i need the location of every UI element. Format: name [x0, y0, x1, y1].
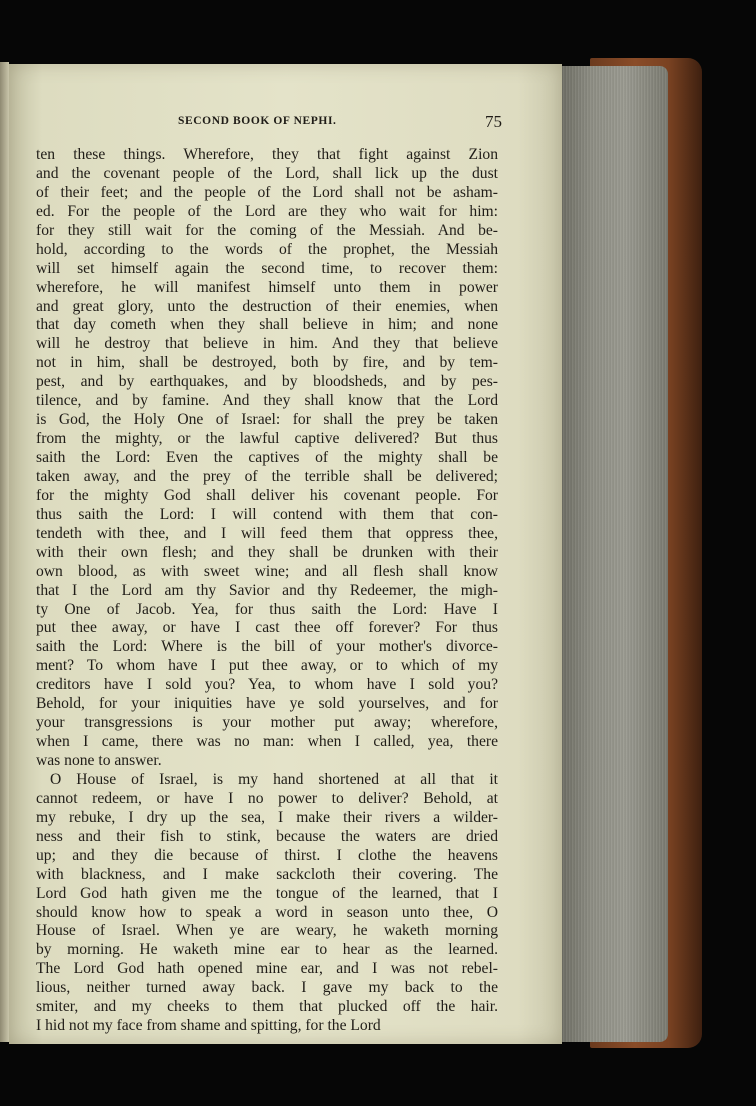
- text-line: lious, neither turned away back. I gave my back to the: [36, 979, 498, 997]
- text-line: O House of Israel, is my hand shortened at all that it: [50, 770, 498, 788]
- running-head: SECOND BOOK OF NEPHI.: [178, 115, 337, 127]
- text-line: and great glory, unto the destruction of their enemies, when: [36, 297, 498, 315]
- text-line: is God, the Holy One of Israel: for shall the prey be taken: [36, 411, 498, 429]
- text-line: creditors have I sold you? Yea, to whom have I sold you?: [36, 676, 498, 694]
- text-line: will set himself again the second time, to recover them:: [36, 259, 498, 277]
- page-number: 75: [485, 112, 502, 131]
- text-line: Lord God hath given me the tongue of the learned, that I: [36, 884, 498, 902]
- text-line: smiter, and my cheeks to them that plucked off the hair.: [36, 998, 498, 1016]
- text-line: saith the Lord: Even the captives of the mighty shall be: [36, 449, 498, 466]
- text-line: by morning. He waketh mine ear to hear as the learned.: [36, 941, 498, 959]
- text-line: The Lord God hath opened mine ear, and I was not rebel-: [36, 960, 498, 978]
- text-line: my rebuke, I dry up the sea, I make their rivers a wilder-: [36, 808, 498, 826]
- previous-page-edge: [0, 62, 9, 1042]
- text-line: saith the Lord: Where is the bill of your mother's divorce-: [36, 638, 498, 656]
- text-line: from the mighty, or the lawful captive delivered? But thus: [36, 430, 498, 448]
- text-line: and the covenant people of the Lord, shall lick up the dust: [36, 164, 498, 182]
- text-line: wherefore, he will manifest himself unto them in power: [36, 278, 498, 296]
- text-line: House of Israel. When ye are weary, he waketh morning: [36, 922, 498, 940]
- text-line: thus saith the Lord: I will contend with them that con-: [36, 505, 498, 523]
- text-line: cannot redeem, or have I no power to deliver? Behold, at: [36, 789, 498, 807]
- text-line: not in him, shall be destroyed, both by fire, and by tem-: [36, 354, 498, 372]
- text-line: ment? To whom have I put thee away, or to which of my: [36, 657, 498, 675]
- text-line: should know how to speak a word in season unto thee, O: [36, 903, 498, 921]
- text-line: for the mighty God shall deliver his covenant people. For: [36, 486, 498, 504]
- text-line: I hid not my face from shame and spitting, for the Lord: [36, 1017, 381, 1035]
- text-line: put thee away, or have I cast thee off forever? For thus: [36, 619, 498, 637]
- text-line: will he destroy that believe in him. And they that believe: [36, 335, 498, 353]
- text-line: pest, and by earthquakes, and by bloodsheds, and by pes-: [36, 373, 498, 391]
- text-line: with blackness, and I make sackcloth their covering. The: [36, 865, 498, 883]
- text-line: ed. For the people of the Lord are they who wait for him:: [36, 202, 498, 220]
- paragraph: [36, 146, 498, 771]
- page-block-edge: [560, 66, 668, 1042]
- paragraph: [36, 771, 498, 1036]
- text-line: Behold, for your iniquities have ye sold yourselves, and for: [36, 695, 498, 713]
- text-line: ty One of Jacob. Yea, for thus saith the Lord: Have I: [36, 600, 498, 618]
- text-line: ness and their fish to stink, because the waters are dried: [36, 827, 498, 845]
- text-line: tilence, and by famine. And they shall know that the Lord: [36, 392, 498, 410]
- text-line: own blood, as with sweet wine; and all flesh shall know: [36, 562, 498, 580]
- text-line: with their own flesh; and they shall be drunken with their: [36, 543, 498, 561]
- text-line: tendeth with thee, and I will feed them that oppress thee,: [36, 524, 498, 542]
- text-line: that I the Lord am thy Savior and thy Redeemer, the migh-: [36, 581, 498, 599]
- text-line: that day cometh when they shall believe in him; and none: [36, 316, 498, 334]
- page-header: [32, 112, 502, 136]
- text-line: of their feet; and the people of the Lord shall not be asham-: [36, 183, 498, 201]
- text-line: up; and they die because of thirst. I clothe the heavens: [36, 846, 498, 864]
- text-line: hold, according to the words of the prophet, the Messiah: [36, 240, 498, 258]
- page-text: [36, 146, 498, 1036]
- text-line: when I came, there was no man: when I called, yea, there: [36, 733, 498, 751]
- text-line: ten these things. Wherefore, they that fight against Zion: [36, 146, 498, 163]
- text-line: was none to answer.: [36, 752, 162, 769]
- text-line: your transgressions is your mother put away; wherefore,: [36, 714, 498, 732]
- text-line: for they still wait for the coming of the Messiah. And be-: [36, 221, 498, 239]
- text-line: taken away, and the prey of the terrible shall be delivered;: [36, 467, 498, 485]
